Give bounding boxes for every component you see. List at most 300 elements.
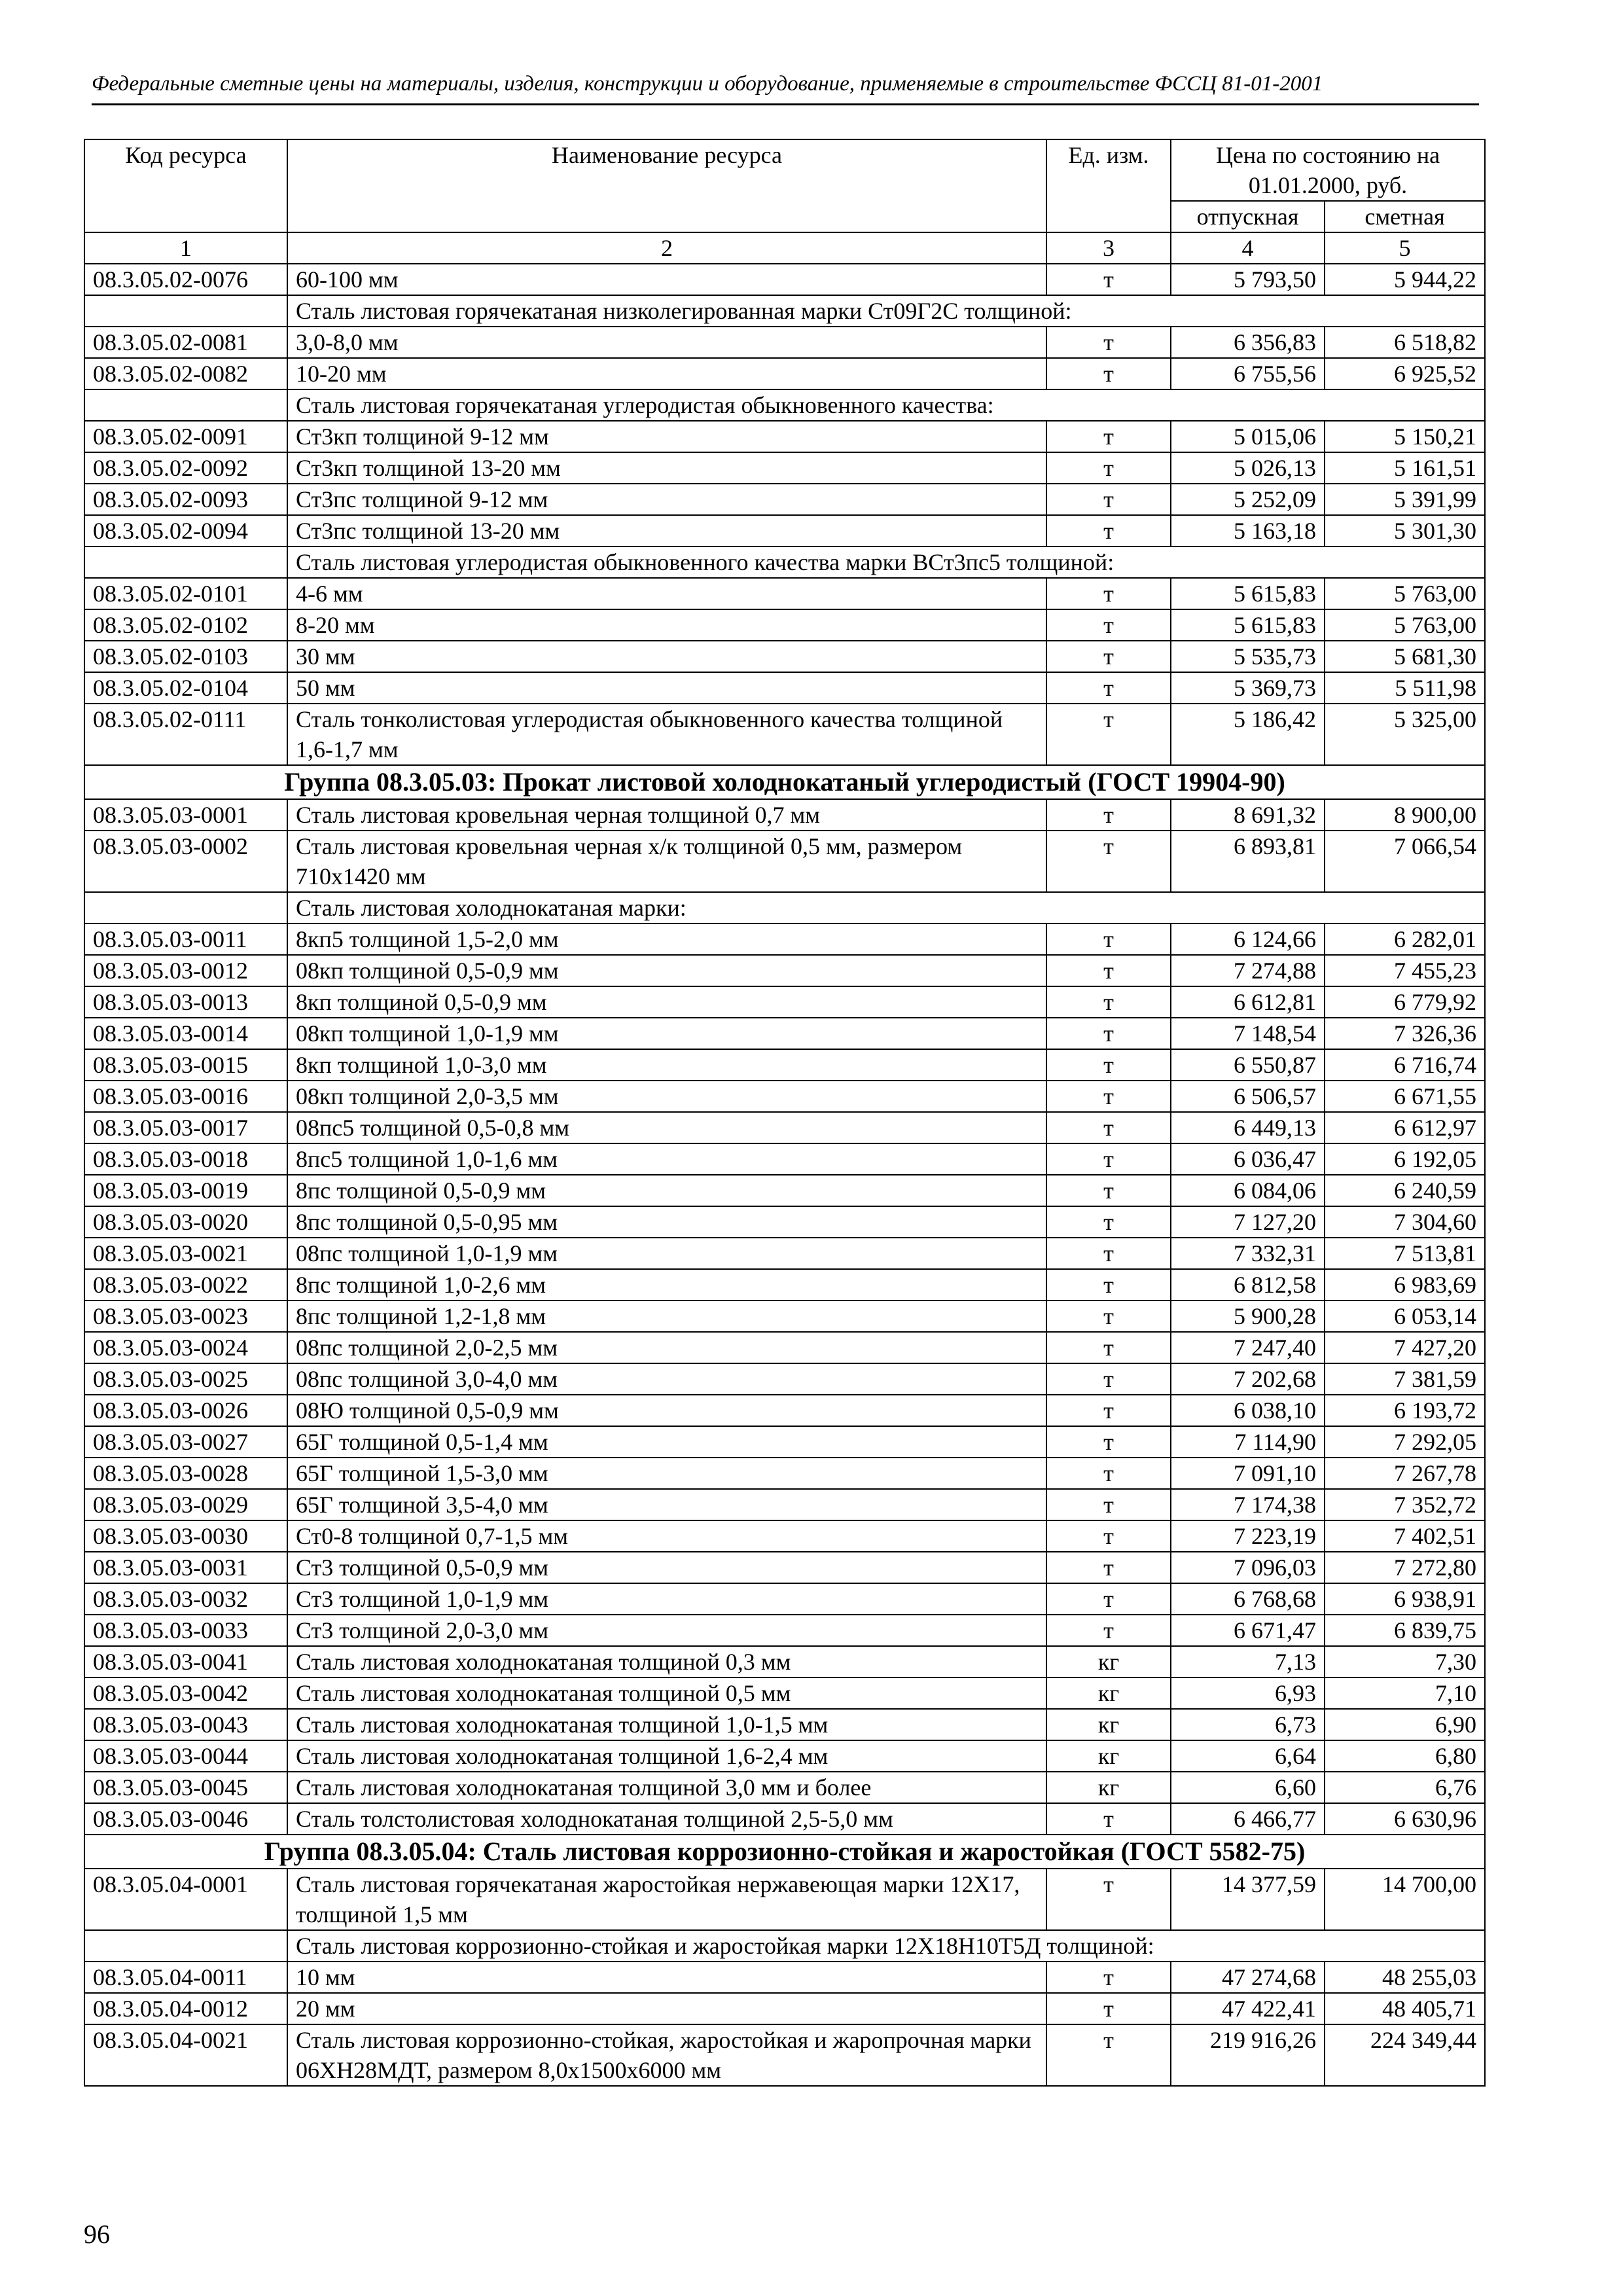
resource-code: 08.3.05.03-0018 [84,1143,287,1175]
resource-name: 10 мм [287,1962,1046,1993]
table-row [84,1112,1485,1143]
resource-code: 08.3.05.03-0028 [84,1458,287,1489]
resource-code: 08.3.05.03-0027 [84,1426,287,1458]
price-estimate: 14 700,00 [1325,1869,1485,1930]
subcategory-code-cell [84,389,287,421]
price-release: 7 148,54 [1171,1018,1325,1049]
table-row [84,831,1485,892]
resource-name: 08пс5 толщиной 0,5-0,8 мм [287,1112,1046,1143]
price-estimate: 5 763,00 [1325,609,1485,641]
group-heading: Группа 08.3.05.04: Сталь листовая коррозионно-стойкая и жаростойкая (ГОСТ 5582-75) [84,1835,1485,1869]
resource-code: 08.3.05.03-0012 [84,955,287,986]
price-release: 6 812,58 [1171,1269,1325,1300]
unit-of-measure: т [1046,704,1171,765]
unit-of-measure: кг [1046,1772,1171,1803]
table-row [84,358,1485,389]
price-estimate: 5 763,00 [1325,578,1485,609]
unit-of-measure: т [1046,421,1171,452]
resource-code: 08.3.05.03-0023 [84,1300,287,1332]
unit-of-measure: кг [1046,1677,1171,1709]
resource-code: 08.3.05.03-0031 [84,1552,287,1583]
price-release: 7 127,20 [1171,1206,1325,1238]
unit-of-measure: т [1046,1869,1171,1930]
price-estimate: 5 511,98 [1325,672,1485,704]
table-row [84,1269,1485,1300]
table-row [84,1646,1485,1677]
resource-code: 08.3.05.03-0016 [84,1081,287,1112]
resource-name: Ст3пс толщиной 9-12 мм [287,484,1046,515]
column-header-unit: Ед. изм. [1046,139,1171,232]
price-release: 6 124,66 [1171,924,1325,955]
subcategory-row [84,892,1485,924]
price-table [84,139,1486,2087]
resource-code: 08.3.05.03-0026 [84,1395,287,1426]
subcategory-code-cell [84,547,287,578]
price-release: 5 793,50 [1171,264,1325,295]
resource-name: 8пс толщиной 1,2-1,8 мм [287,1300,1046,1332]
resource-code: 08.3.05.03-0029 [84,1489,287,1520]
price-estimate: 7 381,59 [1325,1363,1485,1395]
price-release: 6 466,77 [1171,1803,1325,1835]
price-release: 7 096,03 [1171,1552,1325,1583]
resource-name: Сталь листовая кровельная черная толщиной 0,7 мм [287,799,1046,831]
price-release: 6 671,47 [1171,1615,1325,1646]
subcategory-title: Сталь листовая холоднокатаная марки: [287,892,1485,924]
resource-name: 08кп толщиной 1,0-1,9 мм [287,1018,1046,1049]
resource-name: 8пс толщиной 0,5-0,9 мм [287,1175,1046,1206]
price-release: 6 550,87 [1171,1049,1325,1081]
table-row [84,1175,1485,1206]
column-header-price: Цена по состоянию на 01.01.2000, руб. [1171,139,1485,201]
unit-of-measure: т [1046,1458,1171,1489]
price-release: 7 274,88 [1171,955,1325,986]
subcategory-title: Сталь листовая углеродистая обыкновенного качества марки ВСт3пс5 толщиной: [287,547,1485,578]
price-release: 7 247,40 [1171,1332,1325,1363]
unit-of-measure: т [1046,1112,1171,1143]
price-release: 6 356,83 [1171,327,1325,358]
resource-name: 8кп толщиной 0,5-0,9 мм [287,986,1046,1018]
resource-name: 8кп5 толщиной 1,5-2,0 мм [287,924,1046,955]
resource-code: 08.3.05.02-0103 [84,641,287,672]
price-release: 8 691,32 [1171,799,1325,831]
column-number: 4 [1171,232,1325,264]
price-release: 7 174,38 [1171,1489,1325,1520]
resource-name: 65Г толщиной 3,5-4,0 мм [287,1489,1046,1520]
header-divider [92,103,1479,105]
table-row [84,1081,1485,1112]
unit-of-measure: т [1046,609,1171,641]
price-release: 7,13 [1171,1646,1325,1677]
price-estimate: 5 944,22 [1325,264,1485,295]
price-estimate: 8 900,00 [1325,799,1485,831]
unit-of-measure: т [1046,327,1171,358]
resource-code: 08.3.05.03-0030 [84,1520,287,1552]
price-release: 5 186,42 [1171,704,1325,765]
column-number: 3 [1046,232,1171,264]
table-row [84,264,1485,295]
unit-of-measure: кг [1046,1646,1171,1677]
price-release: 7 114,90 [1171,1426,1325,1458]
table-row [84,452,1485,484]
price-estimate: 7 326,36 [1325,1018,1485,1049]
table-row [84,1615,1485,1646]
table-row [84,2024,1485,2086]
table-row [84,1363,1485,1395]
price-release: 7 091,10 [1171,1458,1325,1489]
resource-code: 08.3.05.03-0046 [84,1803,287,1835]
resource-name: 50 мм [287,672,1046,704]
resource-name: Ст3кп толщиной 9-12 мм [287,421,1046,452]
table-row [84,1552,1485,1583]
price-estimate: 5 161,51 [1325,452,1485,484]
resource-code: 08.3.05.03-0002 [84,831,287,892]
price-estimate: 6,76 [1325,1772,1485,1803]
subcategory-row [84,1930,1485,1962]
unit-of-measure: т [1046,1269,1171,1300]
unit-of-measure: т [1046,1175,1171,1206]
price-release: 6 893,81 [1171,831,1325,892]
table-row [84,1520,1485,1552]
table-row [84,1962,1485,1993]
unit-of-measure: т [1046,1206,1171,1238]
table-row [84,641,1485,672]
resource-name: Ст3 толщиной 0,5-0,9 мм [287,1552,1046,1583]
unit-of-measure: т [1046,515,1171,547]
resource-code: 08.3.05.02-0091 [84,421,287,452]
unit-of-measure: т [1046,799,1171,831]
price-estimate: 6 518,82 [1325,327,1485,358]
price-estimate: 5 150,21 [1325,421,1485,452]
resource-name: 8-20 мм [287,609,1046,641]
unit-of-measure: т [1046,986,1171,1018]
table-row [84,1803,1485,1835]
resource-code: 08.3.05.03-0021 [84,1238,287,1269]
resource-name: Ст3 толщиной 2,0-3,0 мм [287,1615,1046,1646]
price-estimate: 5 681,30 [1325,641,1485,672]
unit-of-measure: т [1046,264,1171,295]
resource-name: Ст3 толщиной 1,0-1,9 мм [287,1583,1046,1615]
price-estimate: 7 455,23 [1325,955,1485,986]
resource-code: 08.3.05.03-0019 [84,1175,287,1206]
resource-code: 08.3.05.03-0011 [84,924,287,955]
resource-code: 08.3.05.03-0015 [84,1049,287,1081]
unit-of-measure: т [1046,672,1171,704]
table-row [84,515,1485,547]
resource-name: 65Г толщиной 1,5-3,0 мм [287,1458,1046,1489]
price-estimate: 6 193,72 [1325,1395,1485,1426]
unit-of-measure: т [1046,641,1171,672]
table-body [84,264,1485,2086]
resource-code: 08.3.05.03-0020 [84,1206,287,1238]
resource-code: 08.3.05.04-0012 [84,1993,287,2024]
resource-code: 08.3.05.03-0022 [84,1269,287,1300]
price-estimate: 7 066,54 [1325,831,1485,892]
unit-of-measure: т [1046,1018,1171,1049]
resource-name: 08кп толщиной 0,5-0,9 мм [287,955,1046,986]
resource-name: Сталь листовая холоднокатаная толщиной 1,0-1,5 мм [287,1709,1046,1740]
price-release: 6 506,57 [1171,1081,1325,1112]
column-header-price-estimate: сметная [1325,201,1485,232]
unit-of-measure: т [1046,1300,1171,1332]
price-release: 5 015,06 [1171,421,1325,452]
price-estimate: 7,30 [1325,1646,1485,1677]
price-estimate: 6,80 [1325,1740,1485,1772]
price-release: 5 252,09 [1171,484,1325,515]
subcategory-title: Сталь листовая горячекатаная углеродистая обыкновенного качества: [287,389,1485,421]
group-heading-row [84,1835,1485,1869]
resource-name: Сталь тонколистовая углеродистая обыкновенного качества толщиной 1,6-1,7 мм [287,704,1046,765]
table-row [84,1583,1485,1615]
table-row [84,1049,1485,1081]
unit-of-measure: т [1046,1049,1171,1081]
price-estimate: 7 292,05 [1325,1426,1485,1458]
resource-code: 08.3.05.03-0014 [84,1018,287,1049]
table-row [84,484,1485,515]
resource-name: 08пс толщиной 2,0-2,5 мм [287,1332,1046,1363]
resource-name: Ст3кп толщиной 13-20 мм [287,452,1046,484]
resource-name: Сталь листовая холоднокатаная толщиной 0,5 мм [287,1677,1046,1709]
price-release: 6,73 [1171,1709,1325,1740]
price-release: 7 202,68 [1171,1363,1325,1395]
resource-code: 08.3.05.03-0001 [84,799,287,831]
subcategory-code-cell [84,892,287,924]
table-row [84,1740,1485,1772]
resource-name: Сталь листовая холоднокатаная толщиной 0,3 мм [287,1646,1046,1677]
resource-code: 08.3.05.03-0041 [84,1646,287,1677]
price-estimate: 6 671,55 [1325,1081,1485,1112]
price-estimate: 6 612,97 [1325,1112,1485,1143]
resource-code: 08.3.05.04-0011 [84,1962,287,1993]
resource-code: 08.3.05.02-0092 [84,452,287,484]
price-release: 6 449,13 [1171,1112,1325,1143]
resource-name: Сталь листовая коррозионно-стойкая, жаростойкая и жаропрочная марки 06ХН28МДТ, размером 8,0х1500х6000 мм [287,2024,1046,2086]
table-row [84,1395,1485,1426]
column-header-code: Код ресурса [84,139,287,232]
price-estimate: 7 267,78 [1325,1458,1485,1489]
price-release: 6,93 [1171,1677,1325,1709]
column-number: 1 [84,232,287,264]
price-release: 5 615,83 [1171,578,1325,609]
resource-name: 20 мм [287,1993,1046,2024]
unit-of-measure: т [1046,578,1171,609]
unit-of-measure: т [1046,1583,1171,1615]
price-estimate: 6 839,75 [1325,1615,1485,1646]
resource-code: 08.3.05.04-0001 [84,1869,287,1930]
page-header-title: Федеральные сметные цены на материалы, изделия, конструкции и оборудование, применяемые в строительстве ФССЦ 81-01-2001 [92,72,1323,96]
resource-code: 08.3.05.02-0094 [84,515,287,547]
table-row [84,1677,1485,1709]
table-row [84,1993,1485,2024]
table-row [84,1332,1485,1363]
price-release: 5 535,73 [1171,641,1325,672]
resource-name: 65Г толщиной 0,5-1,4 мм [287,1426,1046,1458]
resource-name: Сталь листовая горячекатаная жаростойкая нержавеющая марки 12Х17, толщиной 1,5 мм [287,1869,1046,1930]
resource-name: 8пс толщиной 0,5-0,95 мм [287,1206,1046,1238]
table-row [84,327,1485,358]
price-release: 6 768,68 [1171,1583,1325,1615]
resource-name: Ст3пс толщиной 13-20 мм [287,515,1046,547]
unit-of-measure: т [1046,1489,1171,1520]
unit-of-measure: т [1046,1520,1171,1552]
resource-code: 08.3.05.03-0017 [84,1112,287,1143]
subcategory-row [84,389,1485,421]
unit-of-measure: т [1046,1395,1171,1426]
price-release: 47 274,68 [1171,1962,1325,1993]
unit-of-measure: т [1046,831,1171,892]
resource-code: 08.3.05.02-0101 [84,578,287,609]
resource-code: 08.3.05.02-0104 [84,672,287,704]
resource-code: 08.3.05.02-0082 [84,358,287,389]
resource-code: 08.3.05.02-0076 [84,264,287,295]
resource-name: 3,0-8,0 мм [287,327,1046,358]
price-release: 6 755,56 [1171,358,1325,389]
price-release: 5 615,83 [1171,609,1325,641]
table-row [84,955,1485,986]
resource-code: 08.3.05.03-0024 [84,1332,287,1363]
resource-code: 08.3.05.02-0102 [84,609,287,641]
column-number: 5 [1325,232,1485,264]
unit-of-measure: т [1046,358,1171,389]
resource-name: 08пс толщиной 3,0-4,0 мм [287,1363,1046,1395]
price-release: 5 900,28 [1171,1300,1325,1332]
subcategory-code-cell [84,295,287,327]
resource-code: 08.3.05.03-0042 [84,1677,287,1709]
table-row [84,986,1485,1018]
resource-name: Сталь листовая холоднокатаная толщиной 1,6-2,4 мм [287,1740,1046,1772]
price-estimate: 6 630,96 [1325,1803,1485,1835]
unit-of-measure: т [1046,1993,1171,2024]
unit-of-measure: т [1046,2024,1171,2086]
price-estimate: 7 513,81 [1325,1238,1485,1269]
resource-code: 08.3.05.03-0033 [84,1615,287,1646]
column-header-price-release: отпускная [1171,201,1325,232]
unit-of-measure: т [1046,1552,1171,1583]
table-row [84,1489,1485,1520]
price-release: 219 916,26 [1171,2024,1325,2086]
subcategory-row [84,295,1485,327]
resource-code: 08.3.05.03-0013 [84,986,287,1018]
page-number: 96 [84,2219,110,2249]
table-row [84,924,1485,955]
resource-code: 08.3.05.02-0081 [84,327,287,358]
price-release: 6 038,10 [1171,1395,1325,1426]
price-release: 6 612,81 [1171,986,1325,1018]
price-estimate: 7 272,80 [1325,1552,1485,1583]
price-estimate: 7 304,60 [1325,1206,1485,1238]
unit-of-measure: т [1046,1803,1171,1835]
resource-name: 08Ю толщиной 0,5-0,9 мм [287,1395,1046,1426]
resource-name: Сталь листовая холоднокатаная толщиной 3,0 мм и более [287,1772,1046,1803]
price-estimate: 7 402,51 [1325,1520,1485,1552]
table-row [84,1206,1485,1238]
price-release: 6 084,06 [1171,1175,1325,1206]
table-row [84,1709,1485,1740]
price-estimate: 5 301,30 [1325,515,1485,547]
table-row [84,1426,1485,1458]
resource-code: 08.3.05.03-0045 [84,1772,287,1803]
table-row [84,1869,1485,1930]
unit-of-measure: т [1046,1426,1171,1458]
price-estimate: 6 192,05 [1325,1143,1485,1175]
price-estimate: 5 391,99 [1325,484,1485,515]
price-estimate: 6,90 [1325,1709,1485,1740]
subcategory-title: Сталь листовая коррозионно-стойкая и жаростойкая марки 12Х18Н10Т5Д толщиной: [287,1930,1485,1962]
resource-name: 08кп толщиной 2,0-3,5 мм [287,1081,1046,1112]
price-estimate: 6 282,01 [1325,924,1485,955]
resource-name: 4-6 мм [287,578,1046,609]
table-row [84,609,1485,641]
table-row [84,672,1485,704]
price-estimate: 6 240,59 [1325,1175,1485,1206]
resource-name: Ст0-8 толщиной 0,7-1,5 мм [287,1520,1046,1552]
resource-name: 60-100 мм [287,264,1046,295]
price-release: 7 223,19 [1171,1520,1325,1552]
table-row [84,1300,1485,1332]
table-row [84,1018,1485,1049]
group-heading-row [84,765,1485,799]
unit-of-measure: т [1046,1238,1171,1269]
price-release: 14 377,59 [1171,1869,1325,1930]
unit-of-measure: кг [1046,1709,1171,1740]
resource-name: 10-20 мм [287,358,1046,389]
subcategory-code-cell [84,1930,287,1962]
unit-of-measure: т [1046,452,1171,484]
column-header-name: Наименование ресурса [287,139,1046,232]
price-release: 7 332,31 [1171,1238,1325,1269]
resource-name: 8пс толщиной 1,0-2,6 мм [287,1269,1046,1300]
column-number: 2 [287,232,1046,264]
price-estimate: 5 325,00 [1325,704,1485,765]
resource-code: 08.3.05.04-0021 [84,2024,287,2086]
resource-name: 8пс5 толщиной 1,0-1,6 мм [287,1143,1046,1175]
price-estimate: 7 427,20 [1325,1332,1485,1363]
table-row [84,1458,1485,1489]
unit-of-measure: т [1046,1332,1171,1363]
resource-code: 08.3.05.03-0043 [84,1709,287,1740]
resource-name: 8кп толщиной 1,0-3,0 мм [287,1049,1046,1081]
price-estimate: 6 053,14 [1325,1300,1485,1332]
resource-code: 08.3.05.03-0044 [84,1740,287,1772]
unit-of-measure: т [1046,1615,1171,1646]
unit-of-measure: т [1046,924,1171,955]
price-estimate: 7 352,72 [1325,1489,1485,1520]
table-row [84,799,1485,831]
table-row [84,1238,1485,1269]
subcategory-title: Сталь листовая горячекатаная низколегированная марки Ст09Г2С толщиной: [287,295,1485,327]
table-row [84,1143,1485,1175]
price-release: 5 026,13 [1171,452,1325,484]
price-release: 6,60 [1171,1772,1325,1803]
unit-of-measure: т [1046,955,1171,986]
price-estimate: 48 255,03 [1325,1962,1485,1993]
subcategory-row [84,547,1485,578]
price-estimate: 48 405,71 [1325,1993,1485,2024]
resource-code: 08.3.05.02-0111 [84,704,287,765]
unit-of-measure: кг [1046,1740,1171,1772]
resource-name: Сталь толстолистовая холоднокатаная толщиной 2,5-5,0 мм [287,1803,1046,1835]
price-estimate: 6 779,92 [1325,986,1485,1018]
unit-of-measure: т [1046,1081,1171,1112]
price-estimate: 6 938,91 [1325,1583,1485,1615]
unit-of-measure: т [1046,1143,1171,1175]
unit-of-measure: т [1046,1363,1171,1395]
price-estimate: 6 716,74 [1325,1049,1485,1081]
unit-of-measure: т [1046,484,1171,515]
price-release: 47 422,41 [1171,1993,1325,2024]
price-estimate: 6 983,69 [1325,1269,1485,1300]
price-release: 6,64 [1171,1740,1325,1772]
price-release: 5 163,18 [1171,515,1325,547]
